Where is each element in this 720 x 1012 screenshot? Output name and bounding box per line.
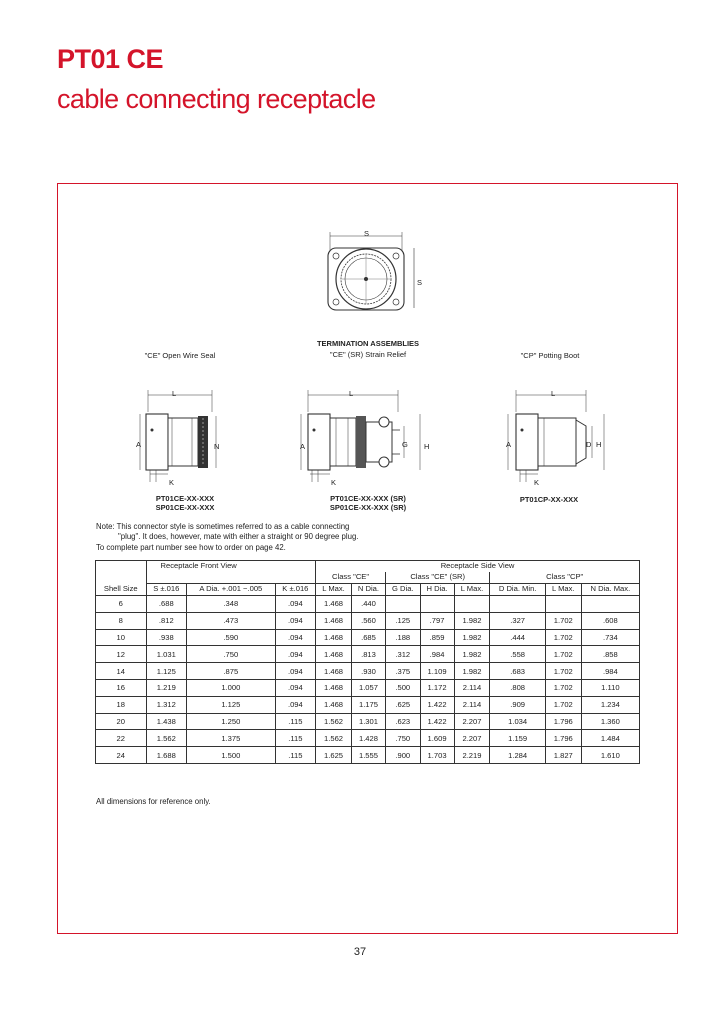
column-header: N Dia. [351,584,385,596]
table-cell [385,596,420,613]
note-line-2: "plug". It does, however, mate with either a straight or 90 degree plug. [118,532,359,541]
table-cell: 1.796 [545,713,581,730]
ce-sr-dim-a: A [300,442,306,451]
table-cell: .312 [385,646,420,663]
termination-heading: TERMINATION ASSEMBLIES [316,339,420,348]
dimension-table [95,560,640,764]
cp-dim-l: L [551,389,556,398]
table-cell: 1.702 [545,679,581,696]
cp-caption: "CP" Potting Boot [520,351,580,360]
ce-sr-dim-h: H [424,442,430,451]
table-cell: 1.250 [187,713,276,730]
ce-dim-n: N [214,442,220,451]
ce-side-view-drawing [130,386,230,490]
table-cell: .094 [275,629,316,646]
table-cell: .348 [187,596,276,613]
table-cell: .125 [385,612,420,629]
note-line-3: To complete part number see how to order on page 42. [96,543,286,552]
column-header: N Dia. Max. [581,584,639,596]
table-cell: 2.114 [454,679,490,696]
table-cell: 1.555 [351,747,385,764]
table-cell: .683 [490,663,545,680]
table-cell: 1.468 [316,679,352,696]
cp-side-view-drawing [500,386,610,490]
table-cell: 1.827 [545,747,581,764]
table-cell: 1.468 [316,663,352,680]
table-cell: 1.982 [454,629,490,646]
table-cell: 1.562 [316,730,352,747]
table-cell [420,596,454,613]
table-cell: 1.301 [351,713,385,730]
column-header: L Max. [545,584,581,596]
table-cell: .500 [385,679,420,696]
table-cell: .688 [146,596,187,613]
table-cell: .808 [490,679,545,696]
table-cell: .859 [420,629,454,646]
table-cell: 1.428 [351,730,385,747]
ce-dim-k: K [169,478,175,487]
table-cell: .444 [490,629,545,646]
table-cell: 1.125 [146,663,187,680]
table-row [96,612,640,629]
class-cp-header: Class "CP" [490,572,640,584]
table-cell: 1.057 [351,679,385,696]
table-cell: .473 [187,612,276,629]
table-cell: 1.703 [420,747,454,764]
header-blank [96,561,147,584]
table-cell: 1.000 [187,679,276,696]
table-row [96,679,640,696]
table-cell: .909 [490,696,545,713]
table-cell: 1.625 [316,747,352,764]
ce-part-1: PT01CE-XX-XXX [155,494,215,503]
table-row [96,696,640,713]
table-cell: .094 [275,696,316,713]
group-front-view: Receptacle Front View [146,561,316,573]
table-cell [545,596,581,613]
ce-dim-a: A [136,440,142,449]
table-cell: .685 [351,629,385,646]
table-row [96,646,640,663]
table-row [96,629,640,646]
table-cell: 2.207 [454,730,490,747]
table-cell: 1.284 [490,747,545,764]
class-ce-sr-header: Class "CE" (SR) [385,572,489,584]
front-dim-s-top: S [364,229,370,238]
table-cell: 1.125 [187,696,276,713]
table-row [96,730,640,747]
table-cell: 1.219 [146,679,187,696]
table-cell: .590 [187,629,276,646]
table-cell: 1.172 [420,679,454,696]
column-header: K ±.016 [275,584,316,596]
page-title: PT01 CE [57,44,164,74]
note-line-1: Note: This connector style is sometimes referred to as a cable connecting [96,522,350,531]
table-cell: 6 [96,596,147,613]
cp-dim-d: D [586,440,592,449]
table-cell: 2.114 [454,696,490,713]
footnote: All dimensions for reference only. [96,797,211,806]
table-cell: 1.234 [581,696,639,713]
table-cell: .188 [385,629,420,646]
table-cell [490,596,545,613]
column-header: S ±.016 [146,584,187,596]
table-cell: .094 [275,612,316,629]
table-cell: .625 [385,696,420,713]
table-cell: 18 [96,696,147,713]
table-cell: 1.982 [454,612,490,629]
page-subtitle: cable connecting receptacle [57,84,376,114]
table-cell: .608 [581,612,639,629]
table-cell: 1.609 [420,730,454,747]
column-header: H Dia. [420,584,454,596]
table-cell: 1.034 [490,713,545,730]
table-row [96,747,640,764]
table-cell: 1.110 [581,679,639,696]
column-header: G Dia. [385,584,420,596]
ce-sr-caption: "CE" (SR) Strain Relief [329,350,407,359]
table-cell: .115 [275,747,316,764]
table-cell: .750 [385,730,420,747]
table-cell: 1.982 [454,663,490,680]
table-cell: 24 [96,747,147,764]
column-header: A Dia. +.001 −.005 [187,584,276,596]
table-cell: 1.468 [316,646,352,663]
table-cell: 20 [96,713,147,730]
table-cell: 10 [96,629,147,646]
table-row [96,596,640,613]
table-cell: 14 [96,663,147,680]
table-cell: 1.562 [146,730,187,747]
ce-sr-part-1: PT01CE-XX-XXX (SR) [330,494,406,503]
ce-sr-part-2: SP01CE-XX-XXX (SR) [329,503,407,512]
ce-sr-side-view-drawing [296,386,440,490]
table-cell: .797 [420,612,454,629]
table-cell: 1.610 [581,747,639,764]
table-cell: .984 [581,663,639,680]
table-cell: 16 [96,679,147,696]
table-cell: 1.702 [545,646,581,663]
table-cell: 1.438 [146,713,187,730]
table-cell: .440 [351,596,385,613]
table-cell: 1.360 [581,713,639,730]
table-cell: 1.031 [146,646,187,663]
table-cell: .813 [351,646,385,663]
table-cell: .094 [275,679,316,696]
table-cell: .327 [490,612,545,629]
table-cell: .115 [275,730,316,747]
table-cell: 1.468 [316,696,352,713]
table-cell: .375 [385,663,420,680]
table-cell: 1.468 [316,629,352,646]
column-header: D Dia. Min. [490,584,545,596]
table-cell [454,596,490,613]
table-cell: 2.207 [454,713,490,730]
table-cell: .930 [351,663,385,680]
table-cell: .560 [351,612,385,629]
table-cell: .938 [146,629,187,646]
table-cell: 8 [96,612,147,629]
cp-dim-h: H [596,440,602,449]
table-row [96,663,640,680]
table-cell: 1.422 [420,713,454,730]
cp-dim-a: A [506,440,512,449]
column-header: L Max. [454,584,490,596]
table-cell: .623 [385,713,420,730]
cp-part-1: PT01CP-XX-XXX [519,495,579,504]
table-cell: .858 [581,646,639,663]
table-cell: 1.109 [420,663,454,680]
table-cell: .750 [187,646,276,663]
front-view-drawing [320,226,423,322]
table-cell: 1.702 [545,696,581,713]
table-cell: .734 [581,629,639,646]
table-cell: 1.702 [545,612,581,629]
page-number: 37 [353,946,367,958]
table-cell: .984 [420,646,454,663]
table-cell: .094 [275,646,316,663]
table-cell: 1.500 [187,747,276,764]
ce-caption: "CE" Open Wire Seal [144,351,216,360]
table-cell: .115 [275,713,316,730]
table-cell: 1.702 [545,629,581,646]
table-cell: 1.175 [351,696,385,713]
front-dim-s-side: S [417,278,423,287]
group-side-view: Receptacle Side View [440,561,515,570]
table-cell: 1.375 [187,730,276,747]
column-header-row [96,584,640,596]
ce-part-2: SP01CE-XX-XXX [155,503,215,512]
table-cell: 1.468 [316,596,352,613]
table-cell: 2.219 [454,747,490,764]
table-cell: 1.159 [490,730,545,747]
table-cell: 22 [96,730,147,747]
table-cell: .900 [385,747,420,764]
table-cell: 1.702 [545,663,581,680]
table-cell: .094 [275,663,316,680]
table-cell [581,596,639,613]
table-body [96,596,640,764]
ce-sr-dim-g: G [402,440,408,449]
table-cell: 1.982 [454,646,490,663]
table-row [96,713,640,730]
ce-sr-dim-k: K [331,478,337,487]
table-cell: .875 [187,663,276,680]
column-header: L Max. [316,584,352,596]
table-cell: 12 [96,646,147,663]
class-ce-header: Class "CE" [316,572,386,584]
ce-dim-l: L [172,389,177,398]
column-header: Shell Size [96,584,147,596]
ce-sr-dim-l: L [349,389,354,398]
table-cell: 1.468 [316,612,352,629]
table-cell: 1.562 [316,713,352,730]
table-cell: .812 [146,612,187,629]
cp-dim-k: K [534,478,540,487]
table-cell: .094 [275,596,316,613]
table-cell: 1.484 [581,730,639,747]
table-cell: 1.688 [146,747,187,764]
table-cell: 1.796 [545,730,581,747]
table-cell: .558 [490,646,545,663]
table-cell: 1.422 [420,696,454,713]
table-cell: 1.312 [146,696,187,713]
